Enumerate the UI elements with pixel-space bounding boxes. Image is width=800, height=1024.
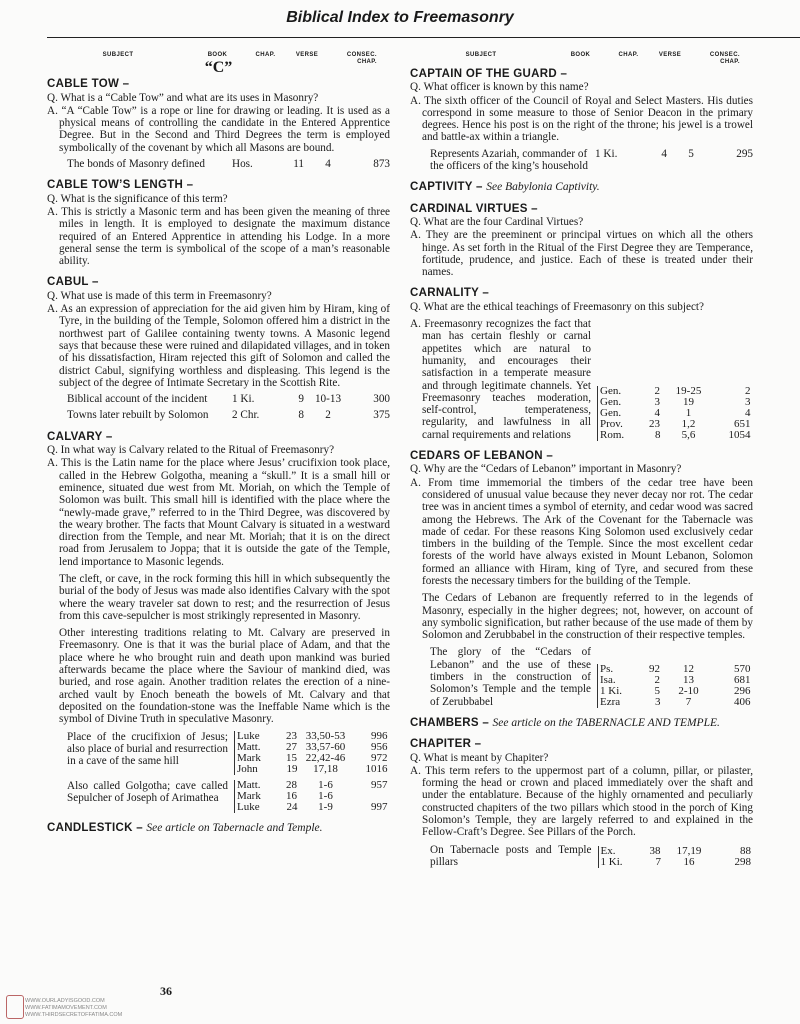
- ref-consec: 3: [745, 395, 751, 408]
- ref-book: Luke: [237, 801, 260, 814]
- ref-table: [234, 780, 390, 813]
- question: Q. Why are the “Cedars of Lebanon” important in Masonry?: [410, 463, 682, 476]
- ref-verse: 13: [683, 673, 694, 686]
- column-headers: [410, 52, 753, 68]
- ref-consec: 997: [371, 801, 388, 814]
- scripture-group: [67, 780, 390, 813]
- answer: A. The sixth officer of the Council of Royal and Select Masters. His duties correspond in some measure to those of Senior Deacon in the primary degrees. Hence his post is on the right of the throne; his jewel is a trowel and battle-ax within a triangle.: [410, 94, 753, 144]
- ref-text: Represents Azariah, commander of the officers of the king’s household: [430, 147, 588, 173]
- footer-url: WWW.OURLADYISGOOD.COM: [25, 998, 105, 1004]
- answer: A. From time immemorial the timbers of the cedar tree have been considered of unusual value because they never decay nor rot. The cedar tree was in ancient times a symbol of eternity, and cedar wood was sacred among the Hebrews. The Ark of the Covenant for the Tabernacle was made of cedar. For these reasons King Solomon used exclusively cedar timbers in the building of the Temple. Since the most excellent cedar forests of the world have always existed in Mount Lebanon, Solomon formed an alliance with Hiram, king of Tyre, and secured from these forests the necessary timbers for the building of the Temple.: [410, 476, 753, 587]
- entry-title: CARDINAL VIRTUES –: [410, 202, 538, 215]
- ref-chap: 23: [286, 729, 297, 742]
- ref-book: Gen.: [600, 406, 622, 419]
- ref-chap: 15: [286, 751, 297, 764]
- entry-title: CHAMBERS –: [410, 716, 490, 729]
- group-text: Place of the crucifixion of Jesus; also place of burial and resurrection in a cave of the same hill: [67, 730, 228, 768]
- ref-book: Ex.: [600, 845, 616, 858]
- scripture-ref: [67, 393, 390, 405]
- ref-chap: 16: [286, 790, 297, 803]
- answer: A. As an expression of appreciation for the aid given him by Hiram, king of Tyre, in the building of the Temple, Solomon offered him a district in the northwest part of Galilee containing twenty towns. A Masonic legend says that because these were ruined and dilapidated villages, and in token of his dissatisfaction, Hiram rejected this gift of Solomon and called the district Cabul, signifying worthless and displeasing. This legend is the subject of the degree of Intimate Secretary in the Scottish Rite.: [47, 303, 390, 389]
- ref-row: [235, 764, 390, 775]
- ref-row: [598, 430, 753, 441]
- scripture-ref: [430, 148, 753, 173]
- left-column: [47, 52, 390, 835]
- col-consec: CONSEC. CHAP.: [346, 52, 377, 65]
- ref-verse: 12: [683, 662, 694, 675]
- entry-cable-tows-length: [47, 179, 390, 267]
- paragraph: The cleft, or cave, in the rock forming this hill in which subsequently the burial of the body of Jesus was made also identifies Calvary with the spot where the weary traveler sat down to rest; and the resurrection of Jesus from this cave-sepulcher is most strikingly represented in Masonry.: [59, 572, 390, 622]
- ref-book: Ezra: [600, 695, 621, 708]
- ref-book: Hos.: [232, 158, 253, 171]
- ref-book: 1 Ki.: [232, 393, 255, 406]
- ref-verse: 2: [325, 409, 331, 422]
- ref-table: [597, 386, 753, 441]
- ref-table: [597, 664, 753, 708]
- ref-verse: 22,42-46: [305, 751, 346, 764]
- entry-captain-of-the-guard: [410, 68, 753, 172]
- group-text: On Tabernacle posts and Temple pillars: [430, 843, 592, 868]
- ref-row: [598, 686, 753, 697]
- footer-url: WWW.THIRDSECRETOFFATIMA.COM: [25, 1012, 123, 1018]
- ref-chap: 7: [655, 856, 661, 869]
- question: Q. What is a “Cable Tow” and what are its uses in Masonry?: [47, 91, 319, 104]
- entry-carnality: [410, 287, 753, 441]
- ref-verse: 5,6: [681, 428, 696, 441]
- ref-chap: 28: [286, 778, 297, 791]
- ref-chap: 3: [655, 695, 661, 708]
- col-subject: SUBJECT: [465, 52, 497, 58]
- ref-book: Matt.: [237, 740, 261, 753]
- ref-table: [598, 846, 754, 868]
- ref-chap: 11: [293, 158, 304, 171]
- ref-consec: 570: [734, 662, 751, 675]
- col-subject: SUBJECT: [102, 52, 134, 58]
- ref-consec: 1054: [728, 428, 751, 441]
- scripture-ref: [67, 409, 390, 421]
- ref-verse: 19-25: [675, 384, 702, 397]
- ref-verse: 5: [688, 147, 694, 160]
- answer: A. This is strictly a Masonic term and has been given the meaning of three miles in length. It is employed to designate the maximum distance required of an Entered Apprentice in attending his Lodge. In a more general sense the term is symbolical of the scope of a man’s reasonable ability.: [47, 205, 390, 268]
- entry-chapiter: [410, 738, 753, 868]
- ref-consec: 873: [373, 158, 390, 171]
- question: Q. What are the ethical teachings of Freemasonry on this subject?: [410, 300, 704, 313]
- entry-chambers: [410, 717, 753, 729]
- ref-consec: 4: [745, 406, 751, 419]
- ref-book: Isa.: [600, 673, 616, 686]
- see-reference: See article on Tabernacle and Temple.: [146, 822, 323, 835]
- ref-verse: 1: [685, 406, 692, 419]
- col-verse: VERSE: [658, 52, 682, 58]
- ref-consec: 296: [734, 684, 751, 697]
- ref-verse: 10-13: [314, 393, 342, 406]
- ref-verse: 33,50-53: [305, 729, 346, 742]
- ref-verse: 2-10: [678, 684, 699, 697]
- ref-verse: 4: [325, 158, 331, 171]
- see-reference: See article on the TABERNACLE AND TEMPLE.: [492, 716, 720, 729]
- ref-verse: 17,19: [676, 845, 702, 858]
- ref-book: Ps.: [600, 662, 614, 675]
- scripture-group: [67, 731, 390, 775]
- ref-consec: 681: [734, 673, 751, 686]
- answer: A. Freemasonry recognizes the fact that man has certain fleshly or carnal appetites which are natural to humanity, and encourages their satisfaction in a temperate measure and through legitimate channels. Yet Freemasonry teaches moderation, self-control, temperateness, regularity, and lawfulness in all carnal requirements and relations: [410, 318, 591, 441]
- ref-verse: 19: [683, 395, 694, 408]
- ref-chap: 3: [654, 395, 660, 408]
- entry-cabul: [47, 276, 390, 421]
- ref-chap: 8: [655, 428, 661, 441]
- entry-title: CABLE TOW’S LENGTH –: [47, 179, 194, 192]
- answer: A. This term refers to the uppermost part of a column, pillar, or pilaster, forming the head or crown and placed immediately over the shaft and under the entablature. Because of the highly ornamented and peculiarly constructed chapiters of the two pillars which stood in the porch of King Solomon’s Temple, they are largely referred to and explained in the Fellow-Craft’s Degree. See Pillars of the Porch.: [410, 764, 753, 839]
- col-chap: CHAP.: [618, 52, 639, 58]
- ref-consec: 956: [371, 740, 388, 753]
- right-column: [410, 52, 753, 868]
- section-letter: “C”: [204, 59, 233, 76]
- ref-chap: 9: [298, 393, 304, 406]
- ref-row: [598, 386, 753, 397]
- ref-chap: 2: [654, 384, 660, 397]
- scripture-group: [410, 318, 753, 441]
- entry-calvary: [47, 431, 390, 813]
- ref-book: John: [237, 762, 258, 775]
- entry-title: CABUL –: [47, 276, 99, 289]
- ref-row: [598, 697, 753, 708]
- entry-title: CANDLESTICK –: [47, 822, 143, 835]
- ref-chap: 23: [649, 417, 660, 430]
- ref-consec: 406: [734, 695, 751, 708]
- ref-verse: 33,57-60: [305, 740, 346, 753]
- ref-consec: 88: [740, 845, 751, 858]
- ref-book: 1 Ki.: [595, 147, 618, 160]
- ref-text: Biblical account of the incident: [67, 393, 208, 406]
- ref-book: Gen.: [600, 384, 622, 397]
- ref-row: [598, 664, 753, 675]
- ref-book: Matt.: [237, 778, 261, 791]
- ref-chap: 5: [654, 684, 660, 697]
- ref-chap: 4: [661, 147, 667, 160]
- question: Q. What are the four Cardinal Virtues?: [410, 215, 584, 228]
- footer-watermark: [0, 998, 185, 1019]
- page-header: Biblical Index to Freemasonry: [286, 9, 514, 26]
- ref-book: Luke: [237, 729, 260, 742]
- ref-book: 1 Ki.: [600, 684, 622, 697]
- col-verse: VERSE: [295, 52, 319, 58]
- ref-book: Prov.: [600, 417, 623, 430]
- paragraph: Other interesting traditions relating to Mt. Calvary are preserved in Freemasonry. One is that it was the burial place of Adam, and that the place where he who brought ruin and death upon mankind was buried afterwards became the place where the Saviour of mankind died, was buried, and rose again. Another tradition relates the erection of a nine-arched vault by Enoch beneath the bowels of Mt. Calvary and that deposited on the foundation-stone was the Ineffable Name which is the symbol of Divine Truth in speculative Masonry.: [59, 627, 390, 726]
- ref-consec: 1016: [365, 762, 388, 775]
- entry-title: CARNALITY –: [410, 287, 490, 300]
- header-rule: [47, 37, 800, 38]
- group-text: Also called Golgotha; cave called Sepulcher of Joseph of Arimathea: [67, 779, 228, 805]
- entry-title: CALVARY –: [47, 430, 113, 443]
- ref-verse: 1,2: [681, 417, 696, 430]
- entry-candlestick: [47, 822, 390, 834]
- ref-verse: 1-6: [318, 778, 333, 791]
- ref-chap: 24: [286, 801, 298, 814]
- scripture-group: [430, 844, 753, 869]
- page-number: 36: [160, 984, 172, 998]
- col-chap: CHAP.: [255, 52, 276, 58]
- ref-verse: 1-9: [318, 801, 333, 814]
- ref-book: 1 Ki.: [600, 856, 623, 869]
- question: Q. What is the significance of this term?: [47, 192, 228, 205]
- entry-title: CABLE TOW –: [47, 78, 130, 91]
- paragraph: The Cedars of Lebanon are frequently referred to in the legends of Masonry, especially in the higher degrees; not, however, on account of any symbolic signification, but rather because of the use made of them by Solomon and Zerubbabel in the construction of their respective temples.: [422, 592, 753, 642]
- ref-verse: 1-6: [318, 790, 333, 803]
- ref-verse: 7: [685, 695, 692, 708]
- ref-consec: 957: [371, 778, 388, 791]
- ref-book: Gen.: [600, 395, 622, 408]
- ref-verse: 17,18: [313, 762, 338, 775]
- ref-consec: 996: [371, 729, 388, 742]
- ref-chap: 19: [286, 762, 298, 775]
- answer: A. “A “Cable Tow” is a rope or line for drawing or leading. It is used as a physical means of controlling the candidate in the Entered Apprentice Degree. But in the Second and Third Degrees the term is employed symbolically of the covenant by which all Masons are bound.: [47, 104, 390, 154]
- ref-chap: 38: [649, 845, 661, 858]
- entry-captivity: [410, 181, 753, 193]
- col-book: BOOK: [207, 52, 228, 58]
- footer-url: WWW.FATIMAMOVEMENT.COM: [25, 1005, 107, 1011]
- question: Q. What use is made of this term in Freemasonry?: [47, 289, 272, 302]
- scripture-ref: [67, 158, 390, 170]
- col-consec: CONSEC. CHAP.: [709, 52, 740, 65]
- entry-title: CHAPITER –: [410, 738, 482, 751]
- ref-chap: 2: [654, 673, 660, 686]
- question: Q. What officer is known by this name?: [410, 81, 589, 94]
- entry-cardinal-virtues: [410, 203, 753, 279]
- ref-chap: 27: [286, 740, 297, 753]
- ref-row: [598, 857, 753, 868]
- ref-consec: 972: [371, 751, 388, 764]
- ref-book: 2 Chr.: [232, 409, 260, 422]
- answer: A. This is the Latin name for the place where Jesus’ crucifixion took place, called in the Hebrew Golgotha, meaning a “skull.” It is a small hill or eminence, situated due west from Mt. Moriah, on which the Temple of Solomon was built. This small hill is identified with the place where the “newly-made grave,” referred to in the Third Degree, was discovered by the weary brother. The facts that Mount Calvary is situated in a westward direction from the Temple, and near Mt. Moriah; that it is on the direct road from Jerusalem to Joppa; that it is outside the gate of the Temple, lend importance to Masonic legends.: [47, 457, 390, 568]
- entry-cedars-of-lebanon: [410, 450, 753, 708]
- ref-row: [235, 802, 390, 813]
- col-book: BOOK: [570, 52, 591, 58]
- ref-book: Mark: [237, 790, 261, 803]
- scripture-group: [430, 646, 753, 707]
- ref-consec: 300: [373, 393, 390, 406]
- ref-consec: 375: [373, 409, 390, 422]
- ref-chap: 92: [649, 662, 660, 675]
- ref-consec: 2: [745, 384, 751, 397]
- ref-chap: 8: [298, 409, 304, 422]
- group-text: The glory of the “Cedars of Lebanon” and the use of these timbers in the construction of Solomon’s Temple and the temple of Zerubbabel: [430, 646, 591, 708]
- entry-title: CEDARS OF LEBANON –: [410, 450, 554, 463]
- ref-consec: 298: [734, 856, 751, 869]
- ref-verse: 16: [683, 856, 695, 869]
- entry-title: CAPTAIN OF THE GUARD –: [410, 68, 568, 80]
- question: Q. In what way is Calvary related to the Ritual of Freemasonry?: [47, 444, 335, 457]
- question: Q. What is meant by Chapiter?: [410, 751, 549, 764]
- ref-text: Towns later rebuilt by Solomon: [67, 409, 209, 422]
- see-reference: See Babylonia Captivity.: [486, 181, 600, 194]
- ref-consec: 651: [734, 417, 751, 430]
- ref-book: Rom.: [600, 428, 625, 441]
- ref-row: [235, 731, 390, 742]
- entry-title: CAPTIVITY –: [410, 181, 483, 194]
- ref-table: [234, 731, 390, 775]
- answer: A. They are the preeminent or principal virtues on which all the others hinge. As set forth in the Ritual of the First Degree they are Temperance, fortitude, prudence, and justice. Each of these is treated under their names.: [410, 229, 753, 279]
- entry-cable-tow: [47, 78, 390, 170]
- ref-chap: 4: [654, 406, 660, 419]
- ref-book: Mark: [237, 751, 261, 764]
- ref-consec: 295: [736, 147, 753, 160]
- ref-text: The bonds of Masonry defined: [67, 158, 205, 171]
